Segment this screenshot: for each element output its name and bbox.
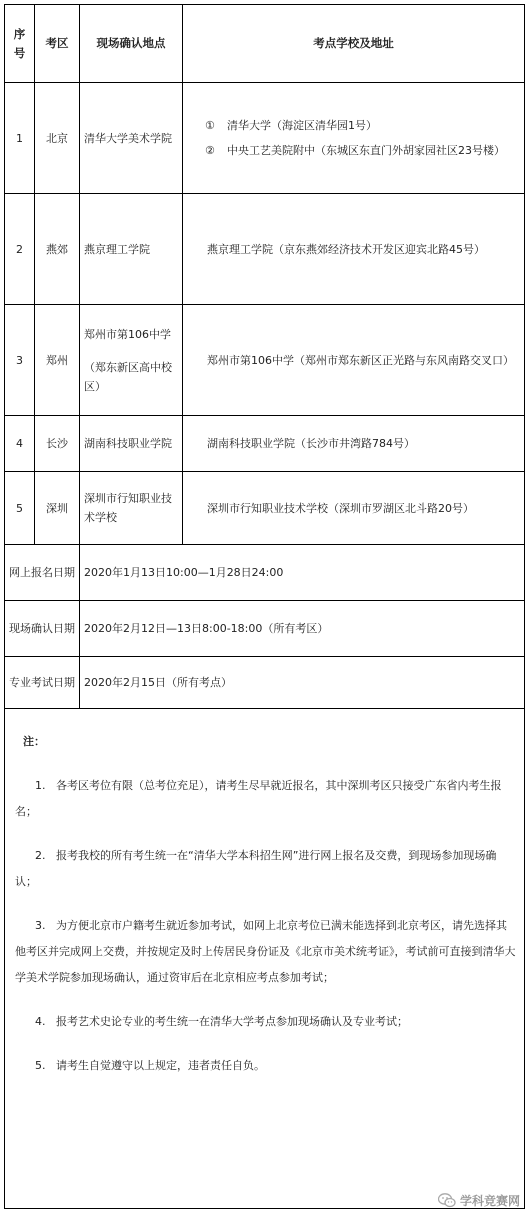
site-item [187,116,520,135]
row-exam-site [183,83,525,194]
note-number: 1. [35,779,46,792]
table-row [5,194,525,305]
row-exam-site [183,416,525,472]
date-row [5,545,525,601]
table-row [5,416,525,472]
date-label: 网上报名日期 [5,545,80,601]
note-number: 5. [35,1059,46,1072]
table-row [5,83,525,194]
note-text: 各考区考位有限（总考位充足），请考生尽早就近报名，其中深圳考区只接受广东省内考生报名； [15,779,502,818]
location-line: （郑东新区高中校区） [84,360,172,393]
site-item [187,141,520,160]
row-index: 3 [5,305,35,416]
row-area: 深圳 [35,472,80,545]
note-item [15,1009,516,1035]
note-number: 3. [35,919,46,932]
site-text: 清华大学（海淀区清华园1号） [227,119,377,132]
table-row [5,305,525,416]
note-number: 4. [35,1015,46,1028]
row-exam-site [183,472,525,545]
watermark-text: 学科竞赛网 [459,1194,520,1208]
row-index: 1 [5,83,35,194]
location-line: 燕京理工学院 [84,242,150,256]
site-text: 郑州市第106中学（郑州市郑东新区正光路与东风南路交叉口） [207,353,514,367]
note-item [15,913,516,991]
notes-row [5,709,525,1209]
site-text: 燕京理工学院（京东燕郊经济技术开发区迎宾北路45号） [207,242,485,256]
note-item [15,1053,516,1079]
row-confirm-location [80,416,183,472]
note-item [15,773,516,825]
exam-schedule-table [4,4,525,1209]
row-area: 郑州 [35,305,80,416]
row-index: 4 [5,416,35,472]
date-value: 2020年2月15日（所有考点） [80,657,525,709]
date-label: 专业考试日期 [5,657,80,709]
note-text: 报考我校的所有考生统一在“清华大学本科招生网”进行网上报名及交费，到现场参加现场确认； [15,849,497,888]
date-row [5,657,525,709]
header-area: 考区 [35,5,80,83]
header-exam-site: 考点学校及地址 [183,5,525,83]
header-confirm-location: 现场确认地点 [80,5,183,83]
row-confirm-location [80,472,183,545]
row-area: 长沙 [35,416,80,472]
site-text: 中央工艺美院附中（东城区东直门外胡家园社区23号楼） [227,144,505,157]
location-line: 清华大学美术学院 [84,131,172,145]
site-text: 湖南科技职业学院（长沙市井湾路784号） [207,437,415,450]
site-marker: ① [205,119,215,132]
row-area: 北京 [35,83,80,194]
row-index: 5 [5,472,35,545]
note-text: 为方便北京市户籍考生就近参加考试，如网上北京考位已满未能选择到北京考区，请先选择其他考区并完成网上交费，并按规定及时上传居民身份证及《北京市美术统考证》，考试前可直接到清华大学美术学院参加现场确认，通过资审后在北京相应考点参加考试； [15,919,516,984]
location-line: 郑州市第106中学 [84,327,171,341]
site-marker: ② [205,144,215,157]
table-row [5,472,525,545]
row-exam-site [183,305,525,416]
location-line: 深圳市行知职业技术学校 [84,492,172,524]
notes-heading: 注： [23,735,45,748]
row-index: 2 [5,194,35,305]
date-value: 2020年1月13日10:00—1月28日24:00 [80,545,525,601]
date-label: 现场确认日期 [5,601,80,657]
notes-cell [5,709,525,1209]
watermark [438,1192,520,1209]
date-row [5,601,525,657]
site-text: 深圳市行知职业技术学校（深圳市罗湖区北斗路20号） [207,501,474,515]
note-text: 请考生自觉遵守以上规定，违者责任自负。 [56,1059,265,1072]
table-header-row [5,5,525,83]
note-item [15,843,516,895]
row-confirm-location [80,305,183,416]
row-area: 燕郊 [35,194,80,305]
note-number: 2. [35,849,46,862]
header-index: 序号 [5,5,35,83]
row-exam-site [183,194,525,305]
row-confirm-location [80,83,183,194]
wechat-icon [438,1193,456,1208]
note-text: 报考艺术史论专业的考生统一在清华大学考点参加现场确认及专业考试； [56,1015,408,1028]
location-line: 湖南科技职业学院 [84,437,172,450]
date-value: 2020年2月12日—13日8:00-18:00（所有考区） [80,601,525,657]
row-confirm-location [80,194,183,305]
